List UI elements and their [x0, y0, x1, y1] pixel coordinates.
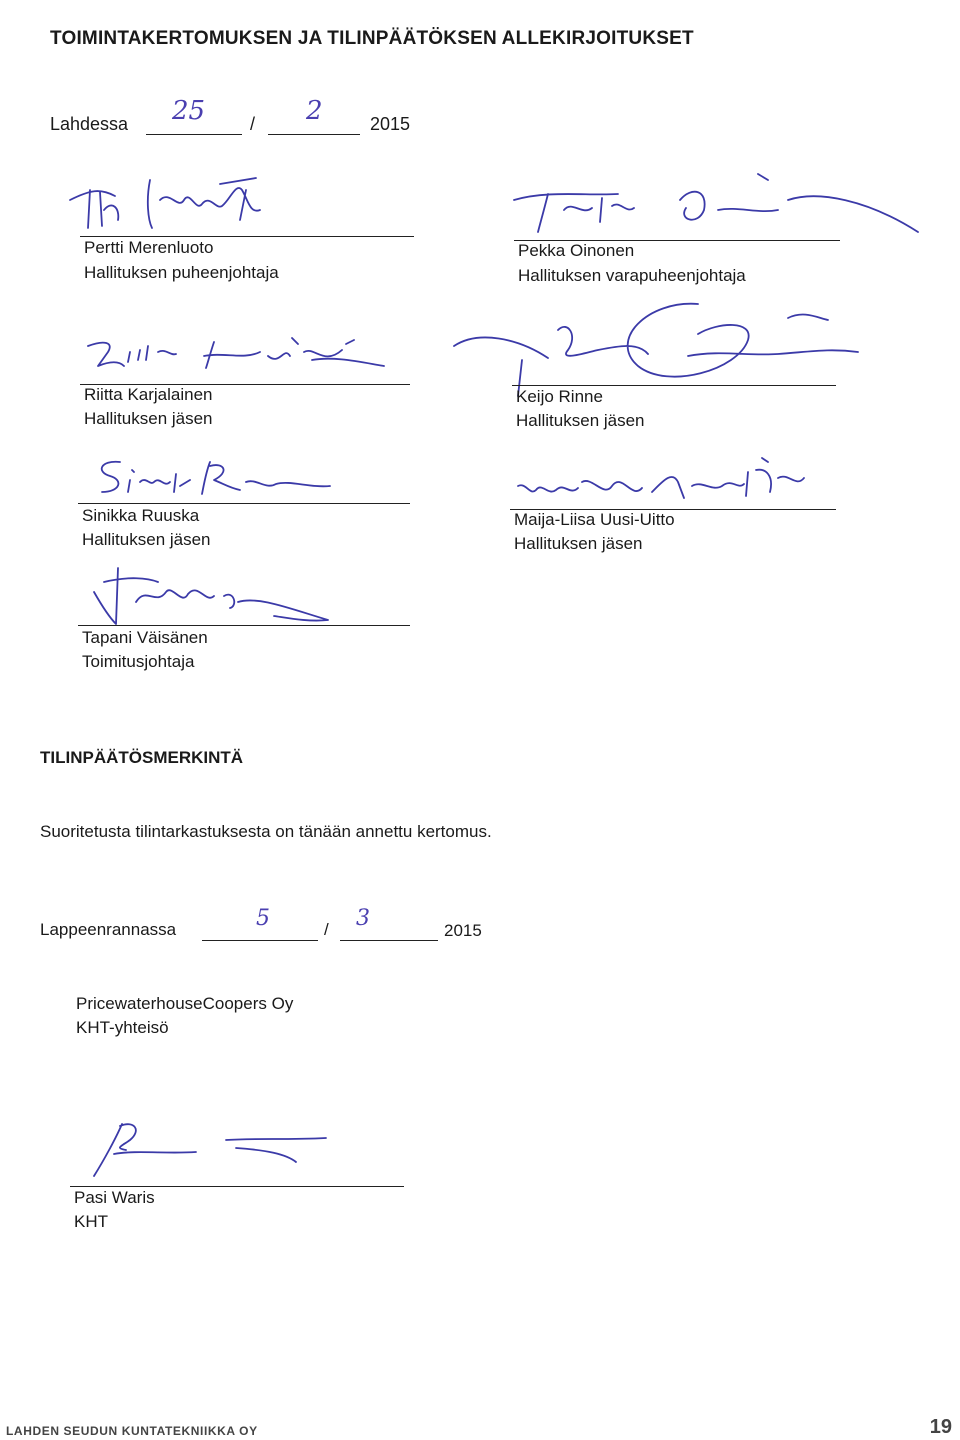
- page-number: 19: [929, 1416, 952, 1438]
- signatory-name: Maija-Liisa Uusi-Uitto: [514, 510, 675, 529]
- signatory-role: Hallituksen puheenjohtaja: [84, 263, 279, 282]
- date-day-line-2: [202, 940, 318, 941]
- auditor-firm: PricewaterhouseCoopers Oy: [76, 994, 294, 1013]
- signature-sinikka-ruuska: [90, 452, 340, 502]
- date-place-2: Lappeenrannassa: [40, 920, 177, 939]
- date-month-handwritten-2: 3: [356, 906, 370, 931]
- audit-statement: Suoritetusta tilintarkastuksesta on tänään annettu kertomus.: [40, 822, 492, 841]
- signatory-role: Hallituksen varapuheenjohtaja: [518, 266, 746, 285]
- date-day-handwritten-2: 5: [256, 906, 270, 931]
- audit-heading: TILINPÄÄTÖSMERKINTÄ: [40, 748, 244, 767]
- signatory-name: Keijo Rinne: [516, 387, 603, 406]
- signature-line-pasi: [70, 1186, 404, 1187]
- signature-pasi-waris: [86, 1118, 346, 1188]
- signatory-role: Hallituksen jäsen: [82, 530, 211, 549]
- signatory-role: Hallituksen jäsen: [84, 409, 213, 428]
- signatory-name: Riitta Karjalainen: [84, 385, 213, 404]
- signatory-name: Tapani Väisänen: [82, 628, 208, 647]
- document-title: TOIMINTAKERTOMUKSEN JA TILINPÄÄTÖKSEN ALLEKIRJOITUKSET: [50, 28, 694, 49]
- signature-line-tapani: [78, 625, 410, 626]
- date-place-1: Lahdessa: [50, 114, 129, 134]
- signatory-name: Sinikka Ruuska: [82, 506, 200, 525]
- signature-pekka-oinonen: [508, 170, 928, 250]
- signature-maija-liisa-uusi-uitto: [512, 452, 812, 512]
- date-month-line-1: [268, 134, 360, 135]
- signature-keijo-rinne: [448, 300, 868, 410]
- date-day-line-1: [146, 134, 242, 135]
- signature-tapani-vaisanen: [88, 562, 348, 632]
- signature-line-sinikka: [78, 503, 410, 504]
- date-year-1: 2015: [370, 114, 411, 134]
- signatory-role: Hallituksen jäsen: [516, 411, 645, 430]
- signature-pertti-merenluoto: [60, 170, 290, 240]
- signature-riitta-karjalainen: [84, 326, 394, 386]
- auditor-firm-type: KHT-yhteisö: [76, 1018, 169, 1037]
- signatory-role: Hallituksen jäsen: [514, 534, 643, 553]
- date-day-handwritten-1: 25: [172, 96, 206, 126]
- signatory-role: Toimitusjohtaja: [82, 652, 195, 671]
- date-separator-2: /: [324, 920, 329, 939]
- signature-line-pertti: [80, 236, 414, 237]
- signatory-name: Pekka Oinonen: [518, 241, 635, 260]
- auditor-name: Pasi Waris: [74, 1188, 155, 1207]
- signatory-name: Pertti Merenluoto: [84, 238, 214, 257]
- signature-line-keijo: [512, 385, 836, 386]
- auditor-title: KHT: [74, 1212, 108, 1231]
- date-separator-1: /: [250, 114, 256, 134]
- date-month-handwritten-1: 2: [306, 96, 323, 126]
- footer-company: LAHDEN SEUDUN KUNTATEKNIIKKA OY: [6, 1424, 258, 1438]
- date-year-2: 2015: [444, 921, 482, 940]
- date-month-line-2: [340, 940, 438, 941]
